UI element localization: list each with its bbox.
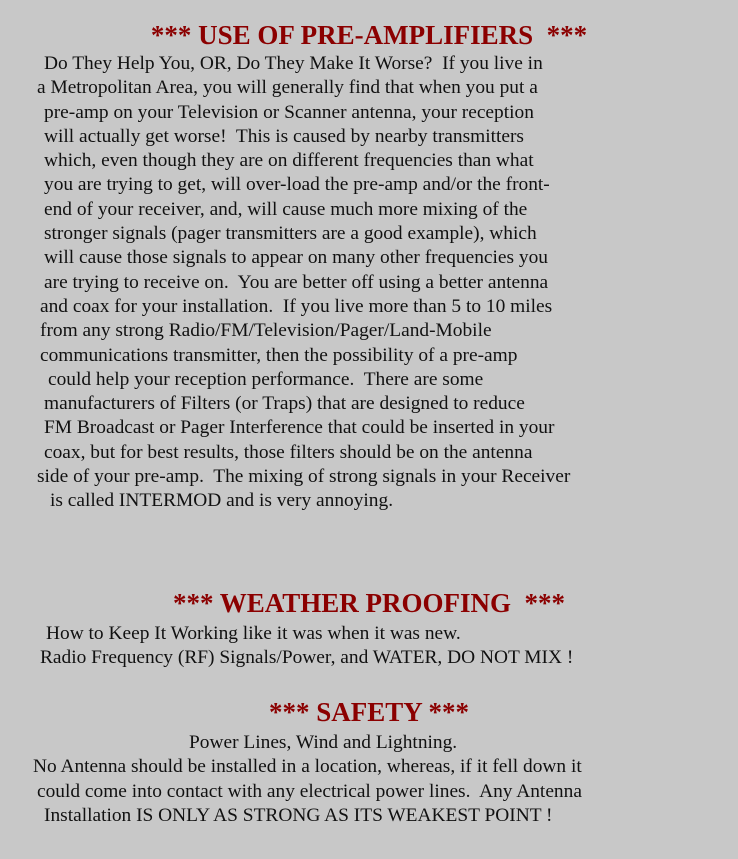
text-line: How to Keep It Working like it was when it was new.: [46, 623, 461, 644]
text-line: is called INTERMOD and is very annoying.: [50, 490, 394, 512]
section-body: [0, 52, 738, 514]
text-line: Radio Frequency (RF) Signals/Power, and WATER, DO NOT MIX !: [40, 647, 574, 669]
text-line: FM Broadcast or Pager Interference that could be inserted in your: [44, 417, 555, 439]
text-line: communications transmitter, then the possibility of a pre-amp: [40, 344, 518, 366]
text-line: will actually get worse! This is caused by nearby transmitters: [44, 125, 524, 147]
section-heading: *** USE OF PRE-AMPLIFIERS ***: [150, 20, 588, 50]
section-body: [0, 731, 738, 828]
text-line: will cause those signals to appear on many other frequencies you: [44, 247, 549, 269]
text-line: side of your pre-amp. The mixing of strong signals in your Receiver: [37, 466, 571, 488]
text-line: pre-amp on your Television or Scanner antenna, your reception: [44, 101, 534, 123]
text-line: Do They Help You, OR, Do They Make It Worse? If you live in: [44, 53, 543, 74]
section-body: [0, 622, 738, 671]
section-weather-proofing: [0, 588, 738, 671]
text-line: could help your reception performance. There are some: [48, 368, 484, 390]
text-line: which, even though they are on different frequencies than what: [44, 150, 534, 172]
text-line: a Metropolitan Area, you will generally find that when you put a: [37, 77, 538, 99]
text-line: are trying to receive on. You are better off using a better antenna: [44, 271, 549, 293]
text-line: and coax for your installation. If you live more than 5 to 10 miles: [40, 295, 553, 317]
text-line: you are trying to get, will over-load the pre-amp and/or the front-: [44, 174, 550, 196]
text-line: Installation IS ONLY AS STRONG AS ITS WEAKEST POINT !: [44, 804, 553, 826]
section-pre-amplifiers: [0, 20, 738, 514]
text-line: Power Lines, Wind and Lightning.: [189, 732, 458, 753]
text-line: coax, but for best results, those filters should be on the antenna: [44, 441, 533, 463]
text-line: No Antenna should be installed in a location, whereas, if it fell down it: [33, 756, 582, 778]
section-heading: *** WEATHER PROOFING ***: [172, 588, 566, 618]
text-line: end of your receiver, and, will cause much more mixing of the: [44, 198, 528, 220]
section-safety: [0, 697, 738, 828]
text-line: from any strong Radio/FM/Television/Pager/Land-Mobile: [40, 320, 492, 342]
text-line: stronger signals (pager transmitters are a good example), which: [44, 223, 537, 245]
section-heading: *** SAFETY ***: [268, 697, 470, 727]
text-line: could come into contact with any electrical power lines. Any Antenna: [37, 780, 582, 802]
text-line: manufacturers of Filters (or Traps) that are designed to reduce: [44, 393, 525, 415]
